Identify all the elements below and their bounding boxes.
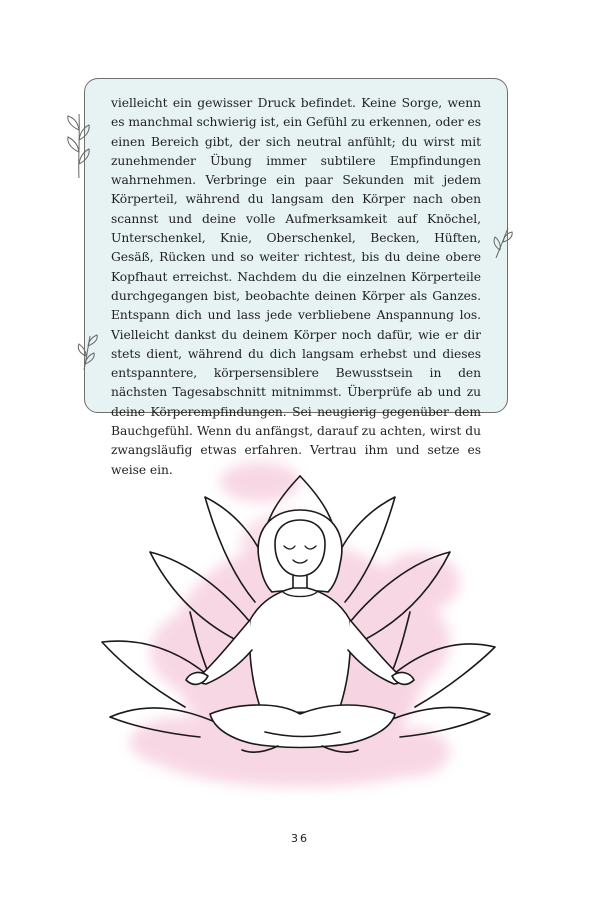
body-text: vielleicht ein gewisser Druck befindet. Keine Sorge, wenn es manchmal schwierig ist, ein Gefühl zu erkennen, oder es einen Bereich gibt, der sich neutral anfühlt; du wirst mit zunehmender Übung immer subtilere Empfindungen wahrnehmen. Verbringe ein paar Sekunden mit jedem Körperteil, während du langsam den Körper nach oben scannst und deine volle Aufmerksamkeit auf Knöchel, Unterschenkel, Knie, Oberschenkel, Becken, Hüften, Gesäß, Rücken und so weiter richtest, bis du deine obere Kopfhaut erreichst. Nachdem du die einzelnen Körperteile durchgegangen bist, beobachte deinen Körper als Ganzes. Entspann dich und lass jede verbliebene Anspannung los. Vielleicht dankst du deinem Körper noch dafür, wie er dir stets dient, während du dich langsam erhebst und dieses entspanntere, körpersensiblere Bewusstsein in den nächsten Tagesabschnitt mitnimmst. Überprüfe ab und zu deine Körperempfindungen. Sei neugierig gegenüber dem Bauchgefühl. Wenn du anfängst, darauf zu achten, wirst du zwangsläufig etwas erfahren. Vertrau ihm und setze es weise ein. xyxy=(111,96,481,477)
leaf-sprig-icon xyxy=(74,332,104,372)
page-number: 36 xyxy=(291,832,309,845)
meditating-woman-lotus-illustration xyxy=(90,452,510,812)
text-box xyxy=(84,78,508,477)
leaf-sprig-icon xyxy=(490,226,514,260)
leaf-sprig-icon xyxy=(62,110,96,180)
